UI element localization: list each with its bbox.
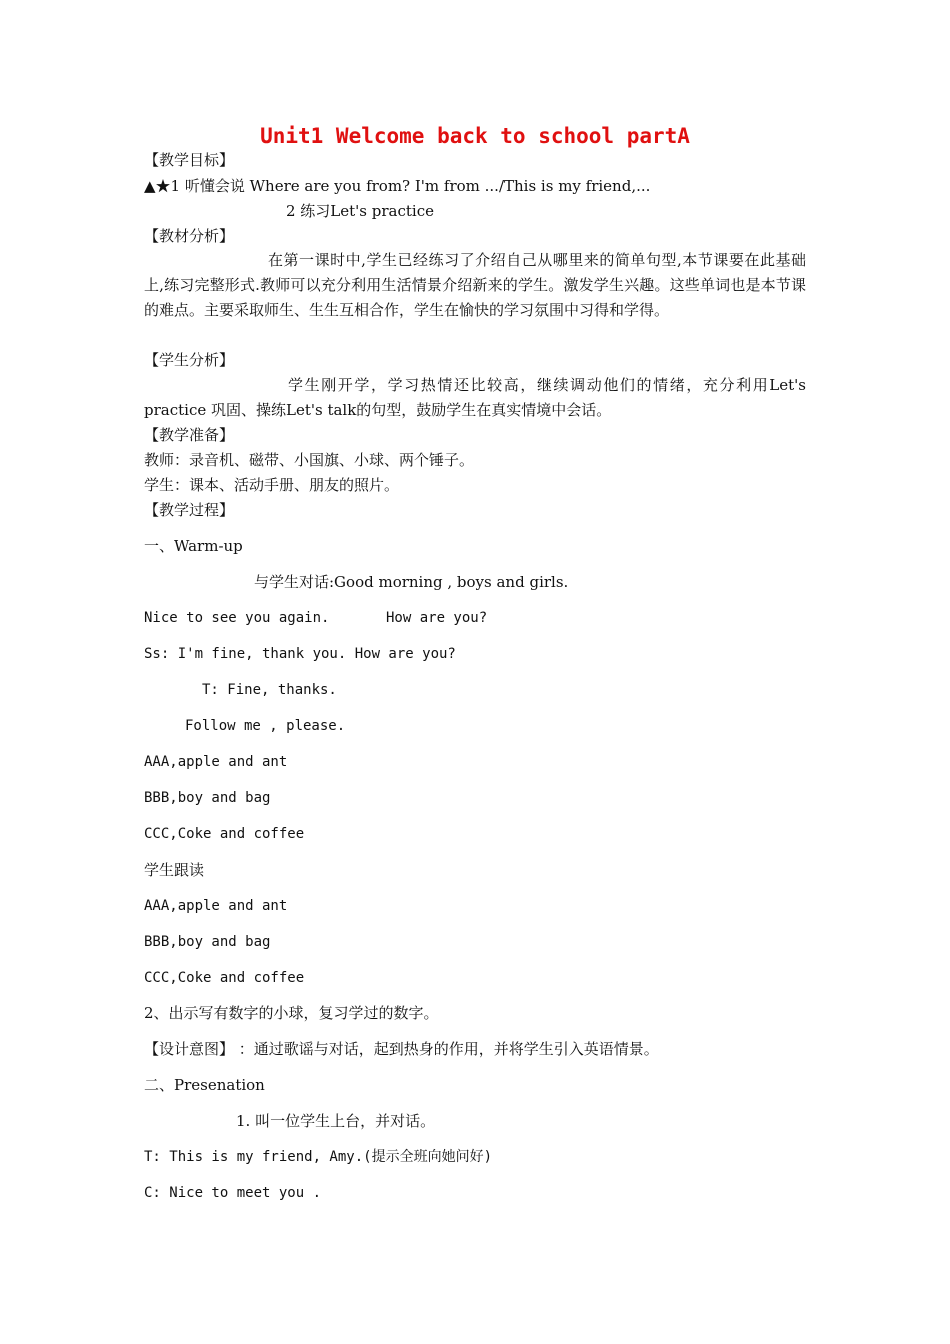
chant-line: CCC,Coke and coffee [144,826,305,842]
student-text: 学生刚开学，学习热情还比较高，继续调动他们的情绪，充分利用Let's practice 巩固、操练Let's talk的句型，鼓励学生在真实情境中会话。 [144,376,806,419]
prep-teacher: 教师：录音机、磁带、小国旗、小球、两个锤子。 [144,451,475,469]
dialog-line: Nice to see you again. [144,610,330,626]
chant-line: BBB,boy and bag [144,790,271,806]
chant-line: AAA,apple and ant [144,898,288,914]
student-heading: 【学生分析】 [144,351,235,369]
review-numbers: 2、出示写有数字的小球，复习学过的数字。 [144,1004,439,1022]
chant-line: AAA,apple and ant [144,754,288,770]
prep-heading: 【教学准备】 [144,426,235,444]
goals-heading: 【教学目标】 [144,151,235,169]
follow-read: 学生跟读 [144,861,205,879]
presentation-step: 1. 叫一位学生上台，并对话。 [236,1112,436,1130]
dialog-line: T: Fine, thanks. [202,682,337,698]
goal-1: ▲★1 听懂会说 Where are you from? I'm from .../This is my friend,... [144,177,651,195]
dialog-line: Follow me , please. [185,718,346,734]
page-title: Unit1 Welcome back to school partA [260,124,690,148]
dialog-line: C: Nice to meet you . [144,1185,322,1201]
analysis-text: 在第一课时中,学生已经练习了介绍自己从哪里来的简单句型,本节课要在此基础上,练习完整形式.教师可以充分利用生活情景介绍新来的学生。激发学生兴趣。这些单词也是本节课的难点。主要采取师生、生生互相合作，学生在愉快的学习氛围中习得和学得。 [144,251,806,319]
presentation-heading: 二、Presenation [144,1076,265,1094]
dialog-line: How are you? [386,610,488,626]
design-intent: 【设计意图】 ：通过歌谣与对话，起到热身的作用，并将学生引入英语情景。 [144,1040,659,1058]
chant-line: BBB,boy and bag [144,934,271,950]
goal-2: 2 练习Let's practice [286,202,434,220]
dialog-line: 与学生对话:Good morning , boys and girls. [254,573,569,591]
analysis-heading: 【教材分析】 [144,227,235,245]
chant-line: CCC,Coke and coffee [144,970,305,986]
prep-student: 学生：课本、活动手册、朋友的照片。 [144,476,400,494]
warmup-heading: 一、Warm-up [144,537,243,555]
dialog-line: T: This is my friend, Amy.(提示全班向她问好) [144,1149,493,1165]
process-heading: 【教学过程】 [144,501,235,519]
dialog-line: Ss: I'm fine, thank you. How are you? [144,646,456,662]
